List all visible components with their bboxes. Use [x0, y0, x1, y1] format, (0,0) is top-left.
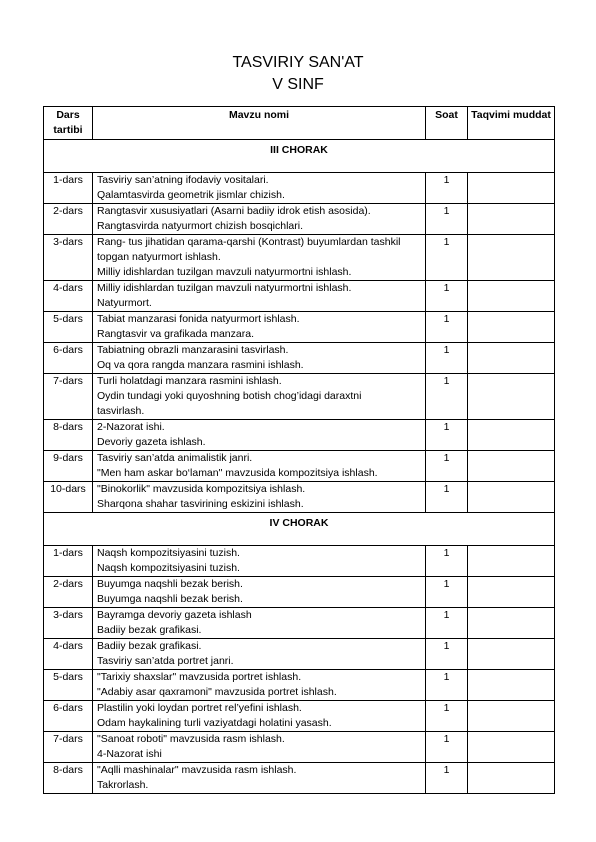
calendar-date-cell[interactable] [468, 482, 555, 513]
table-row [44, 701, 555, 732]
lesson-number: 9-dars [44, 451, 93, 482]
lesson-topic [93, 763, 426, 794]
lesson-number: 2-dars [44, 577, 93, 608]
lesson-hours: 1 [426, 670, 468, 701]
lesson-topic [93, 546, 426, 577]
lesson-hours: 1 [426, 732, 468, 763]
lesson-topic [93, 312, 426, 343]
calendar-date-cell[interactable] [468, 670, 555, 701]
calendar-date-cell[interactable] [468, 546, 555, 577]
calendar-date-cell[interactable] [468, 639, 555, 670]
table-row [44, 577, 555, 608]
calendar-date-cell[interactable] [468, 204, 555, 235]
topic-line: Tabiatning obrazli manzarasini tasvirlash. [97, 344, 289, 356]
calendar-date-cell[interactable] [468, 420, 555, 451]
topic-line: topgan natyurmort ishlash. [97, 251, 221, 263]
lesson-hours: 1 [426, 173, 468, 204]
section-row [44, 140, 555, 173]
lesson-number: 8-dars [44, 763, 93, 794]
topic-line: Buyumga naqshli bezak berish. [97, 578, 243, 590]
topic-line: "Adabiy asar qaxramoni" mavzusida portret ishlash. [97, 686, 337, 698]
lesson-number: 7-dars [44, 732, 93, 763]
topic-line: "Men ham askar bo‘laman" mavzusida kompozitsiya ishlash. [97, 467, 378, 479]
calendar-date-cell[interactable] [468, 343, 555, 374]
lesson-topic [93, 608, 426, 639]
topic-line: Odam haykalining turli vaziyatdagi holatini yasash. [97, 717, 332, 729]
lesson-topic [93, 639, 426, 670]
lesson-number: 6-dars [44, 343, 93, 374]
topic-line: tasvirlash. [97, 405, 145, 417]
topic-line: Buyumga naqshli bezak berish. [97, 593, 243, 605]
topic-line: Oq va qora rangda manzara rasmini ishlash. [97, 359, 304, 371]
header-mavzu: Mavzu nomi [93, 107, 426, 140]
table-row [44, 482, 555, 513]
table-row [44, 281, 555, 312]
lesson-number: 4-dars [44, 639, 93, 670]
topic-line: Naqsh kompozitsiyasini tuzish. [97, 562, 240, 574]
calendar-date-cell[interactable] [468, 701, 555, 732]
lesson-hours: 1 [426, 235, 468, 281]
lesson-hours: 1 [426, 420, 468, 451]
calendar-date-cell[interactable] [468, 577, 555, 608]
lesson-number: 5-dars [44, 312, 93, 343]
topic-line: Rang- tus jihatidan qarama-qarshi (Kontrast) buyumlardan tashkil [97, 236, 401, 248]
table-row [44, 763, 555, 794]
topic-line: Tasviriy san’atda portret janri. [97, 655, 234, 667]
calendar-date-cell[interactable] [468, 451, 555, 482]
lesson-topic [93, 420, 426, 451]
lesson-topic [93, 701, 426, 732]
lesson-topic [93, 577, 426, 608]
table-row [44, 546, 555, 577]
lesson-topic [93, 451, 426, 482]
section-row [44, 513, 555, 546]
lesson-hours: 1 [426, 204, 468, 235]
page-title: TASVIRIY SAN'AT [232, 54, 364, 71]
topic-line: Plastilin yoki loydan portret rel’yefini ishlash. [97, 702, 302, 714]
lesson-topic [93, 173, 426, 204]
header-soat: Soat [426, 107, 468, 140]
lesson-topic [93, 482, 426, 513]
topic-line: 4-Nazorat ishi [97, 748, 162, 760]
topic-line: "Binokorlik" mavzusida kompozitsiya ishlash. [97, 483, 306, 495]
table-row [44, 312, 555, 343]
topic-line: Takrorlash. [97, 779, 149, 791]
topic-line: Rangtasvir xususiyatlari (Asarni badiiy idrok etish asosida). [97, 205, 371, 217]
lesson-number: 6-dars [44, 701, 93, 732]
lesson-topic [93, 204, 426, 235]
lesson-topic [93, 732, 426, 763]
calendar-date-cell[interactable] [468, 763, 555, 794]
lesson-number: 10-dars [44, 482, 93, 513]
header-taqvimi: Taqvimi muddat [468, 107, 555, 140]
topic-line: Badiiy bezak grafikasi. [97, 624, 202, 636]
table-row [44, 204, 555, 235]
calendar-date-cell[interactable] [468, 732, 555, 763]
topic-line: Qalamtasvirda geometrik jismlar chizish. [97, 189, 285, 201]
lesson-number: 8-dars [44, 420, 93, 451]
topic-line: Sharqona shahar tasvirining eskizini ishlash. [97, 498, 304, 510]
lesson-topic [93, 670, 426, 701]
lesson-number: 4-dars [44, 281, 93, 312]
header-dars: Dars tartibi [44, 107, 93, 140]
table-body [44, 140, 555, 794]
topic-line: "Aqlli mashinalar" mavzusida rasm ishlash. [97, 764, 297, 776]
lesson-hours: 1 [426, 343, 468, 374]
table-row [44, 235, 555, 281]
lesson-hours: 1 [426, 608, 468, 639]
table-row [44, 639, 555, 670]
topic-line: Oydin tundagi yoki quyoshning botish chog’idagi daraxtni [97, 390, 362, 402]
calendar-date-cell[interactable] [468, 608, 555, 639]
lesson-number: 7-dars [44, 374, 93, 420]
table-row [44, 343, 555, 374]
topic-line: Natyurmort. [97, 297, 152, 309]
lesson-number: 1-dars [44, 173, 93, 204]
lesson-topic [93, 374, 426, 420]
table-row [44, 608, 555, 639]
table-row [44, 451, 555, 482]
topic-line: Naqsh kompozitsiyasini tuzish. [97, 547, 240, 559]
topic-line: Tasviriy san’atning ifodaviy vositalari. [97, 174, 269, 186]
topic-line: Rangtasvirda natyurmort chizish bosqichlari. [97, 220, 304, 232]
calendar-date-cell[interactable] [468, 173, 555, 204]
lesson-hours: 1 [426, 546, 468, 577]
lesson-topic [93, 343, 426, 374]
lesson-hours: 1 [426, 763, 468, 794]
topic-line: Devoriy gazeta ishlash. [97, 436, 206, 448]
section-title: III CHORAK [44, 140, 555, 173]
lesson-hours: 1 [426, 701, 468, 732]
topic-line: Tasviriy san’atda animalistik janri. [97, 452, 253, 464]
lesson-number: 3-dars [44, 235, 93, 281]
topic-line: Badiiy bezak grafikasi. [97, 640, 202, 652]
topic-line: Tabiat manzarasi fonida natyurmort ishlash. [97, 313, 300, 325]
lesson-hours: 1 [426, 281, 468, 312]
lesson-number: 2-dars [44, 204, 93, 235]
table-row [44, 670, 555, 701]
topic-line: Turli holatdagi manzara rasmini ishlash. [97, 375, 282, 387]
lesson-hours: 1 [426, 312, 468, 343]
calendar-date-cell[interactable] [468, 374, 555, 420]
calendar-date-cell[interactable] [468, 312, 555, 343]
lesson-hours: 1 [426, 482, 468, 513]
lesson-hours: 1 [426, 374, 468, 420]
topic-line: "Tarixiy shaxslar" mavzusida portret ishlash. [97, 671, 302, 683]
lesson-topic [93, 281, 426, 312]
lesson-hours: 1 [426, 451, 468, 482]
topic-line: Rangtasvir va grafikada manzara. [97, 328, 254, 340]
lesson-number: 3-dars [44, 608, 93, 639]
topic-line: 2-Nazorat ishi. [97, 421, 165, 433]
lesson-number: 1-dars [44, 546, 93, 577]
topic-line: "Sanoat roboti" mavzusida rasm ishlash. [97, 733, 285, 745]
table-row [44, 374, 555, 420]
table-row [44, 732, 555, 763]
table-header-row [44, 107, 555, 140]
page-subtitle: V SINF [272, 76, 324, 93]
calendar-date-cell[interactable] [468, 235, 555, 281]
lesson-hours: 1 [426, 639, 468, 670]
lesson-hours: 1 [426, 577, 468, 608]
lesson-plan-table [43, 106, 555, 794]
table-row [44, 173, 555, 204]
lesson-number: 5-dars [44, 670, 93, 701]
table-row [44, 420, 555, 451]
calendar-date-cell[interactable] [468, 281, 555, 312]
lesson-topic [93, 235, 426, 281]
topic-line: Milliy idishlardan tuzilgan mavzuli natyurmortni ishlash. [97, 266, 352, 278]
topic-line: Milliy idishlardan tuzilgan mavzuli natyurmortni ishlash. [97, 282, 352, 294]
topic-line: Bayramga devoriy gazeta ishlash [97, 609, 252, 621]
section-title: IV CHORAK [44, 513, 555, 546]
